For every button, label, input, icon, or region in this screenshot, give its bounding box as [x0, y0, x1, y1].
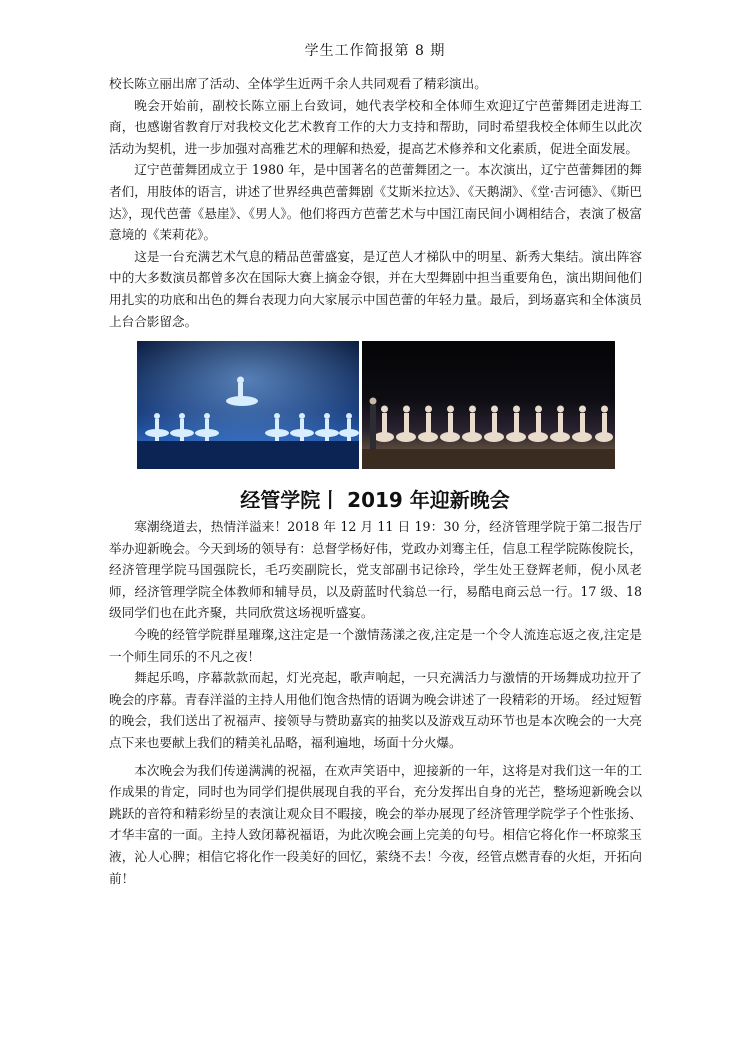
- ballet-stage-photo: [137, 341, 359, 469]
- paragraph: 寒潮绕道去，热情洋溢来！2018 年 12 月 11 日 19：30 分，经济管理学院于第二报告厅举办迎新晚会。今天到场的领导有：总督学杨好伟，党政办刘骞主任，信息工程学院陈俊院长，经济管理学院马国强院长，毛巧奕副院长，党支部副书记徐玲，学生处王登辉老师，倪小凤老师，经济管理学院全体教师和辅导员，以及蔚蓝时代翁总一行，易酷电商云总一行。17 级、18 级同学们也在此齐聚，共同欣赏这场视听盛宴。: [109, 519, 642, 621]
- paragraph: 舞起乐鸣，序幕款款而起，灯光亮起，歌声响起，一只充满活力与激情的开场舞成功拉开了晚会的序幕。青春洋溢的主持人用他们饱含热情的语调为晚会讲述了一段精彩的开场。 经过短暂的晚会，我们送出了祝福声、接领导与赞助嘉宾的抽奖以及游戏互动环节也是本次晚会的一大亮点下来也要献上我们的精美礼品略，福利遍地，场面十分火爆。: [109, 670, 642, 750]
- paragraph: 晚会开始前，副校长陈立丽上台致词，她代表学校和全体师生欢迎辽宁芭蕾舞团走进海工商，也感谢省教育厅对我校文化艺术教育工作的大力支持和帮助，同时希望我校全体师生以此次活动为契机，进一步加强对高雅艺术的理解和热爱，提高艺术修养和文化素质，促进全面发展。: [109, 97, 642, 156]
- paragraph: 今晚的经管学院群星璀璨,这注定是一个激情荡漾之夜,注定是一个令人流连忘返之夜,注定是一个师生同乐的不凡之夜！: [109, 626, 642, 664]
- paragraph: 辽宁芭蕾舞团成立于 1980 年，是中国著名的芭蕾舞团之一。本次演出，辽宁芭蕾舞团的舞者们，用肢体的语言，讲述了世界经典芭蕾舞剧《艾斯米拉达》、《天鹅湖》、《堂·吉诃德》、《斯巴达》，现代芭蕾《悬崖》、《男人》。他们将西方芭蕾艺术与中国江南民间小调相结合，表演了极富意境的《茉莉花》。: [109, 162, 642, 243]
- performers-group-illustration: [362, 341, 615, 469]
- paragraph: 本次晚会为我们传递满满的祝福，在欢声笑语中，迎接新的一年，这将是对我们这一年的工作成果的肯定，同时也为同学们提供展现自我的平台，充分发挥出自身的光芒，整场迎新晚会以跳跃的音符和精彩纷呈的表演让观众目不暇接，晚会的举办展现了经济管理学院学子个性张扬、才华丰富的一面。主持人致闭幕祝福语，为此次晚会画上完美的句号。相信它将化作一杯琼浆玉液，沁人心脾；相信它将化作一段美好的回忆，萦绕不去！今夜，经管点燃青春的火炬，开拓向前！: [109, 762, 642, 886]
- newsletter-header: 学生工作简报第 8 期: [304, 43, 446, 59]
- section-1-text: [109, 73, 642, 332]
- section-2-heading: 经管学院丨 2019 年迎新晚会: [240, 488, 510, 512]
- section-2-text: [109, 516, 642, 889]
- curtain-call-photo: [362, 341, 615, 469]
- ballet-dancers-illustration: [137, 341, 359, 469]
- paragraph: 校长陈立丽出席了活动、全体学生近两千余人共同观看了精彩演出。: [109, 76, 487, 91]
- paragraph: 这是一台充满艺术气息的精品芭蕾盛宴，是辽芭人才梯队中的明星、新秀大集结。演出阵容中的大多数演员都曾多次在国际大赛上摘金夺银，并在大型舞剧中担当重要角色，演出期间他们用扎实的功底和出色的舞台表现力向大家展示中国芭蕾的年轻力量。最后，到场嘉宾和全体演员上台合影留念。: [109, 248, 642, 329]
